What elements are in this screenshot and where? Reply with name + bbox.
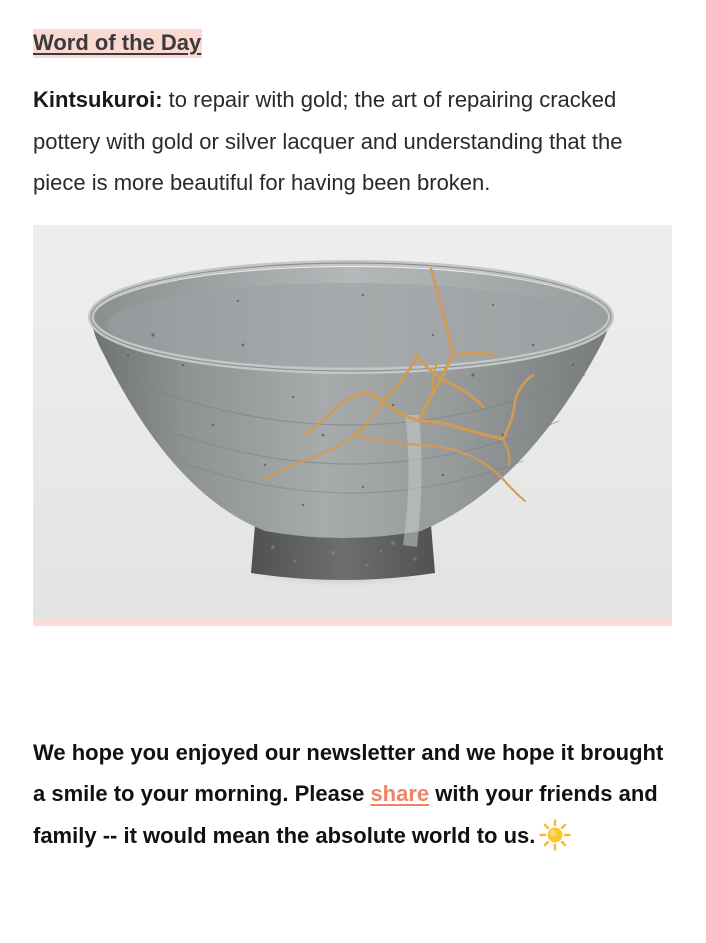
sun-icon xyxy=(539,819,571,865)
closing-text-before: We hope you enjoyed our newsletter and we hope it brought a smile to your morning. Please xyxy=(33,739,664,806)
closing-message xyxy=(33,732,673,865)
definition-term: Kintsukuroi: xyxy=(33,87,163,112)
share-link[interactable]: share xyxy=(370,781,430,806)
section-title: Word of the Day xyxy=(33,29,202,58)
image-underline-bar xyxy=(33,620,672,626)
closing-text-after: with your friends and family -- it would mean the absolute world to us. xyxy=(33,781,658,848)
section-header xyxy=(33,0,673,58)
word-definition xyxy=(33,79,673,204)
kintsugi-bowl-image xyxy=(33,225,672,620)
kintsugi-bowl-illustration xyxy=(33,225,672,620)
definition-text: to repair with gold; the art of repairing cracked pottery with gold or silver lacquer and understanding that the piece is more beautiful for having been broken. xyxy=(33,87,623,195)
